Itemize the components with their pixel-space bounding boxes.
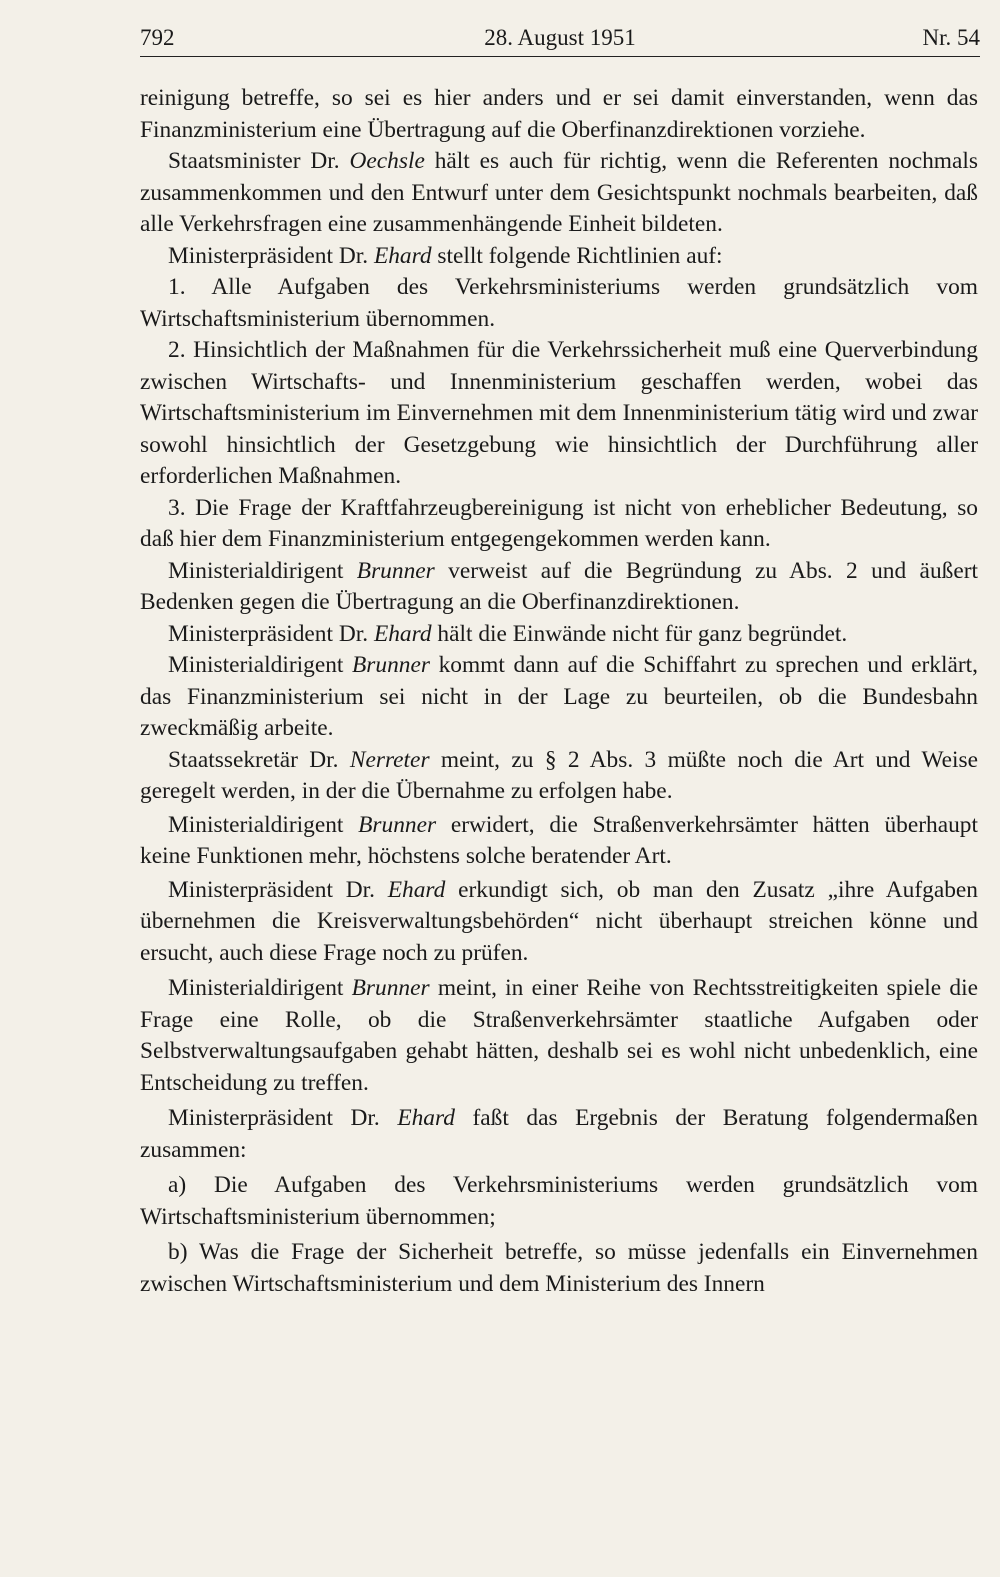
- paragraph: [140, 650, 978, 745]
- speaker-name: Ehard: [373, 242, 432, 269]
- paragraph-text: Ministerialdirigent: [168, 557, 357, 584]
- paragraph-text: Staatsminister Dr.: [168, 148, 350, 174]
- paragraph-text: 2. Hinsichtlich der Maßnahmen für die Verkehrssicherheit muß eine Querverbindung zwischen Wirtschafts- und Innenministerium geschaffen werden, wobei das Wirtschaftsministerium im Einvernehmen mit dem Innenministerium tätig wird und zwar sowohl hinsichtlich der Gesetzgebung wie hinsichtlich der Durchführung aller erforderlichen Maßnahmen.: [140, 337, 978, 489]
- paragraph-text: kommt dann auf die Schiffahrt zu sprechen und erklärt, das Finanzministerium sei nicht in der Lage zu beurteilen, ob die Bundesbahn zweckmäßig arbeite.: [140, 652, 978, 741]
- paragraph-text: Ministerpräsident Dr.: [168, 242, 374, 269]
- paragraph-text: verweist auf die Begründung zu Abs. 2 und äußert Bedenken gegen die Übertragung an die Oberfinanzdirektionen.: [140, 557, 979, 615]
- paragraph-text: erwidert, die Straßenverkehrsämter hätten überhaupt keine Funktionen mehr, höchstens solche beratender Art.: [140, 811, 978, 869]
- speaker-name: Brunner: [358, 811, 437, 838]
- paragraph-text: 1. Alle Aufgaben des Verkehrsministeriums werden grundsätzlich vom Wirtschaftsministerium übernommen.: [140, 274, 978, 332]
- paragraph: [140, 146, 978, 241]
- paragraph-text: Ministerpräsident Dr.: [168, 1105, 398, 1131]
- paragraph-text: erkundigt sich, ob man den Zusatz „ihre Aufgaben übernehmen die Kreisverwaltungsbehörden“ nicht überhaupt streichen könne und ersucht, auch diese Frage noch zu prüfen.: [140, 876, 979, 966]
- paragraph-text: meint, zu § 2 Abs. 3 müßte noch die Art und Weise geregelt werden, in der die Übernahme zu erfolgen habe.: [140, 746, 979, 804]
- page-number: 792: [140, 25, 175, 50]
- paragraph: [140, 875, 978, 970]
- paragraph: [140, 241, 978, 273]
- paragraph-text: Ministerpräsident Dr.: [168, 620, 374, 647]
- body-text: [140, 83, 978, 1300]
- speaker-name: Ehard: [387, 876, 446, 903]
- paragraph: [140, 556, 978, 619]
- paragraph-text: faßt das Ergebnis der Beratung folgendermaßen zusammen:: [140, 1105, 979, 1163]
- paragraph: [140, 272, 978, 335]
- paragraph-text: b) Was die Frage der Sicherheit betreffe, so müsse jedenfalls ein Einvernehmen zwischen Wirtschaftsministerium und dem Ministerium des Innern: [140, 1239, 978, 1297]
- header-rule: [140, 56, 980, 57]
- speaker-name: Brunner: [356, 557, 435, 584]
- paragraph-text: Ministerialdirigent: [168, 652, 353, 678]
- speaker-name: Ehard: [397, 1105, 455, 1131]
- paragraph: [140, 493, 978, 556]
- paragraph: [140, 619, 978, 651]
- paragraph-text: Staatssekretär Dr.: [168, 746, 350, 773]
- paragraph: [140, 973, 978, 1099]
- paragraph-text: meint, in einer Reihe von Rechtsstreitigkeiten spiele die Frage eine Rolle, ob die Straßenverkehrsämter staatliche Aufgaben oder Selbstverwaltungsaufgaben gehabt hätten, deshalb sei es wohl nicht unbedenklich, eine Entscheidung zu treffen.: [140, 975, 978, 1096]
- paragraph-text: hält es auch für richtig, wenn die Referenten nochmals zusammenkommen und den Entwurf unter dem Gesichtspunkt nochmals bearbeiten, daß alle Verkehrsfragen eine zusammenhängende Einheit bildeten.: [140, 148, 978, 237]
- issue-number: Nr. 54: [922, 25, 980, 50]
- paragraph: [140, 1103, 978, 1166]
- speaker-name: Nerreter: [349, 746, 430, 773]
- paragraph-text: stellt folgende Richtlinien auf:: [431, 242, 723, 269]
- running-header: [140, 22, 980, 54]
- paragraph-text: reinigung betreffe, so sei es hier anders und er sei damit einverstanden, wenn das Finanzministerium eine Übertragung auf die Oberfinanzdirektionen vorziehe.: [140, 85, 978, 143]
- paragraph-text: Ministerpräsident Dr.: [168, 876, 388, 903]
- paragraph: [140, 1170, 978, 1233]
- header-date: 28. August 1951: [484, 25, 636, 50]
- paragraph-text: 3. Die Frage der Kraftfahrzeugbereinigung ist nicht von erheblicher Bedeutung, so daß hier dem Finanzministerium entgegengekommen werden kann.: [140, 494, 978, 552]
- speaker-name: Brunner: [351, 975, 430, 1001]
- paragraph: [140, 335, 978, 493]
- paragraph: [140, 1237, 978, 1300]
- paragraph: [140, 745, 978, 808]
- paragraph-text: Ministerialdirigent: [168, 975, 352, 1001]
- speaker-name: Oechsle: [349, 148, 425, 174]
- speaker-name: Ehard: [373, 620, 432, 647]
- paragraph-text: a) Die Aufgaben des Verkehrsministeriums werden grundsätzlich vom Wirtschaftsministerium übernommen;: [140, 1172, 978, 1230]
- paragraph: [140, 83, 978, 146]
- speaker-name: Brunner: [352, 652, 430, 678]
- paragraph: [140, 810, 978, 873]
- paragraph-text: hält die Einwände nicht für ganz begründet.: [431, 620, 848, 647]
- paragraph-text: Ministerialdirigent: [168, 811, 359, 838]
